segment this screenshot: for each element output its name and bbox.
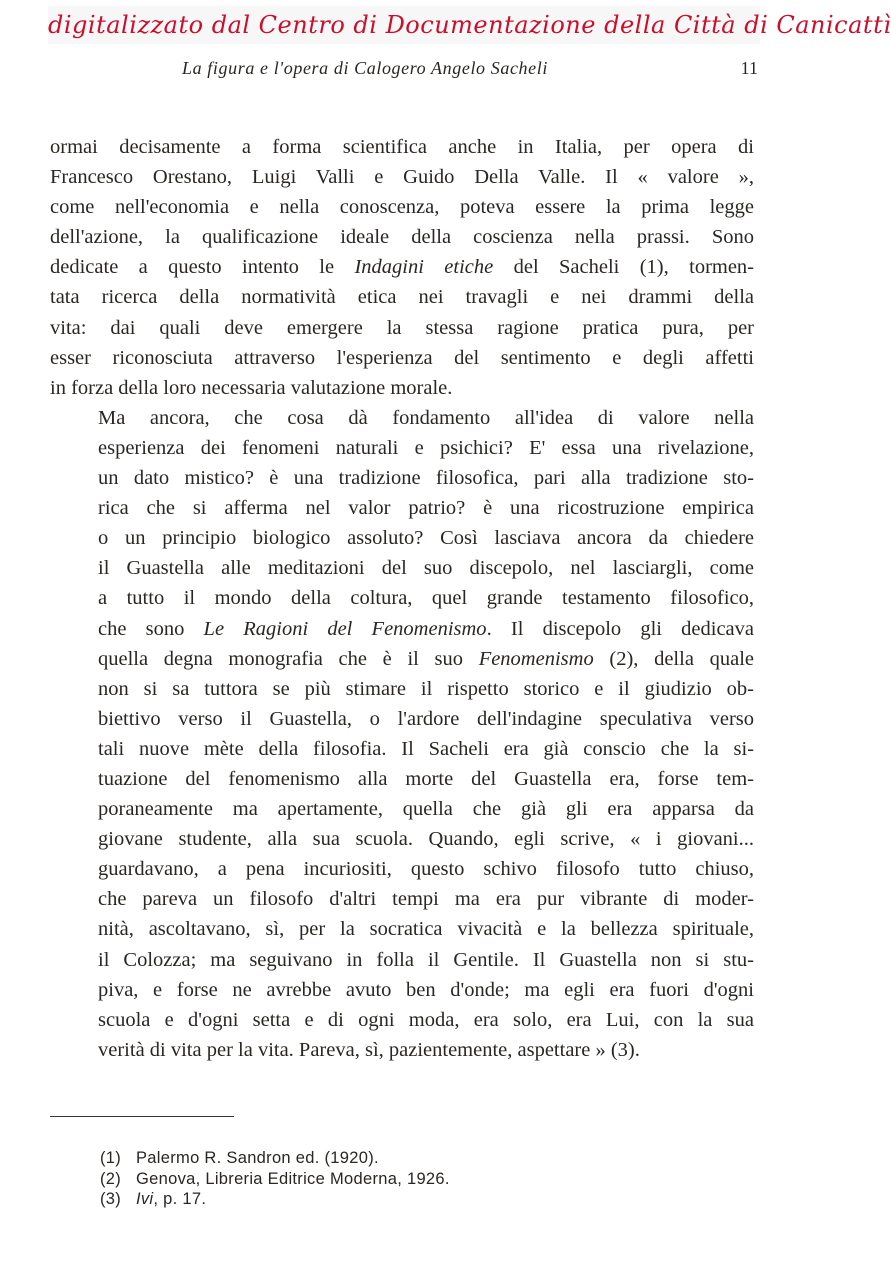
text-line: che pareva un filosofo d'altri tempi ma era pur vibrante di moder- [98, 888, 754, 911]
text-line: verità di vita per la vita. Pareva, sì, pazientemente, aspettare » (3). [98, 1038, 640, 1061]
text-run: che sono [98, 617, 204, 640]
text-line: tali nuove mète della filosofia. Il Sacheli era già conscio che la si- [98, 737, 754, 760]
paragraph-2 [50, 403, 754, 1065]
footnote-text: Palermo R. Sandron ed. (1920). [136, 1149, 379, 1167]
text-line: esser riconosciuta attraverso l'esperienza del sentimento e degli affetti [50, 346, 754, 369]
footnote-1 [100, 1148, 660, 1169]
text-line: guardavano, a pena incuriositi, questo schivo filosofo tutto chiuso, [98, 858, 754, 881]
paragraph-1 [50, 132, 754, 403]
footnote-number: (1) [100, 1149, 122, 1167]
text-line: scuola e d'ogni setta e di ogni moda, era solo, era Lui, con la sua [98, 1008, 754, 1031]
text-line: non si sa tuttora se più stimare il rispetto storico e il giudizio ob- [98, 677, 754, 700]
text-line: poraneamente ma apertamente, quella che già gli era apparsa da [98, 798, 754, 821]
text-run: quella degna monografia che è il suo [98, 647, 479, 670]
text-line [50, 644, 754, 674]
text-run: (2), della quale [593, 647, 754, 670]
text-line: esperienza dei fenomeni naturali e psichici? E' essa una rivelazione, [98, 436, 754, 459]
book-title: Indagini etiche [354, 256, 494, 279]
text-line: dell'azione, la qualificazione ideale della coscienza nella prassi. Sono [50, 226, 754, 249]
book-title: Fenomenismo [478, 647, 594, 670]
watermark: digitalizzato dal Centro di Documentazione della Città di Canicattì [48, 6, 760, 44]
text-line: ormai decisamente a forma scientifica anche in Italia, per opera di [50, 136, 754, 158]
text-run: dedicate a questo intento le [50, 256, 355, 279]
text-line: giovane studente, alla sua scuola. Quando, egli scrive, « i giovani... [98, 828, 754, 851]
text-line: il Colozza; ma seguivano in folla il Gentile. Il Guastella non si stu- [98, 948, 754, 971]
text-line: piva, e forse ne avrebbe avuto ben d'onde; ma egli era fuori d'ogni [98, 978, 754, 1001]
text-line: vita: dai quali deve emergere la stessa ragione pratica pura, per [50, 316, 754, 339]
text-line: tata ricerca della normatività etica nei travagli e nei drammi della [50, 286, 754, 309]
text-line: rica che si afferma nel valor patrio? è una ricostruzione empirica [98, 497, 754, 520]
text-line: Francesco Orestano, Luigi Valli e Guido Della Valle. Il « valore », [50, 166, 754, 189]
footnote-separator [50, 1116, 234, 1117]
text-line: biettivo verso il Guastella, o l'ardore dell'indagine speculativa verso [98, 707, 754, 730]
text-line: nità, ascoltavano, sì, per la socratica vivacità e la bellezza spirituale, [98, 918, 754, 941]
footnote-number: (2) [100, 1169, 122, 1188]
running-title: La figura e l'opera di Calogero Angelo Sacheli [182, 58, 548, 78]
text-line: il Guastella alle meditazioni del suo discepolo, nel lasciargli, come [98, 557, 754, 580]
footnotes [100, 1148, 660, 1210]
text-run: . Il discepolo gli dedicava [486, 617, 754, 640]
page-number: 11 [740, 58, 758, 78]
text-line [50, 614, 754, 644]
text-line [50, 252, 754, 282]
footnote-text: , p. 17. [153, 1190, 207, 1208]
text-line: tuazione del fenomenismo alla morte del Guastella era, forse tem- [98, 767, 754, 790]
footnote-text: Genova, Libreria Editrice Moderna, 1926. [136, 1169, 450, 1188]
running-header [50, 58, 760, 86]
text-line: Ma ancora, che cosa dà fondamento all'idea di valore nella [98, 406, 754, 429]
footnote-3 [100, 1189, 660, 1210]
text-line: in forza della loro necessaria valutazione morale. [50, 376, 453, 399]
text-line: o un principio biologico assoluto? Così lasciava ancora da chiedere [98, 527, 754, 550]
body-text [50, 132, 754, 1065]
footnote-number: (3) [100, 1190, 122, 1208]
text-line: a tutto il mondo della coltura, quel grande testamento filosofico, [98, 587, 754, 610]
footnote-ibid: Ivi [136, 1190, 154, 1208]
book-title: Le Ragioni del Fenomenismo [203, 617, 487, 640]
footnote-2 [100, 1169, 660, 1190]
text-run: del Sacheli (1), tormen- [493, 256, 755, 279]
text-line: un dato mistico? è una tradizione filosofica, pari alla tradizione sto- [98, 467, 754, 490]
text-line: come nell'economia e nella conoscenza, poteva essere la prima legge [50, 196, 754, 219]
